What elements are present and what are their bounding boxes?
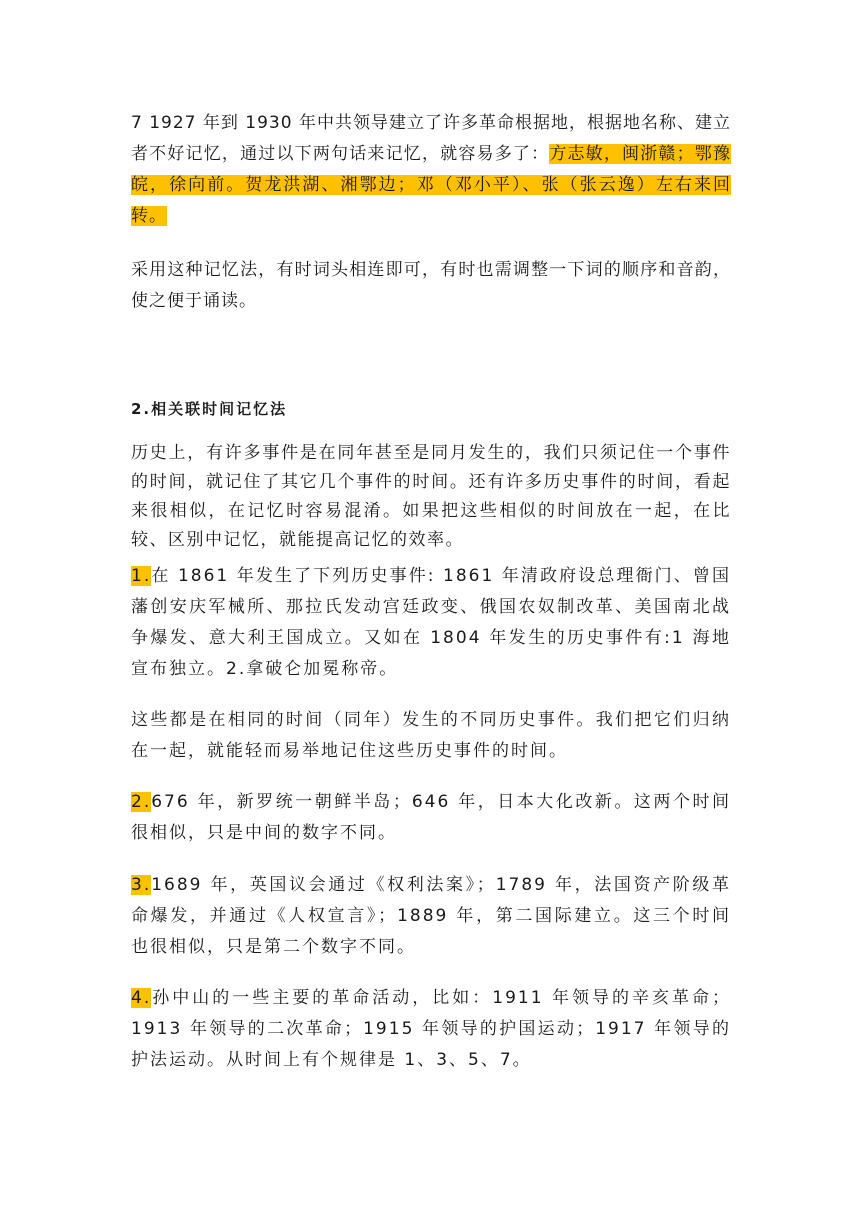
list-item-2 (131, 787, 731, 849)
item-number: 3. (131, 875, 152, 895)
item-number: 2. (131, 792, 152, 812)
section-heading: 2.相关联时间记忆法 (131, 400, 288, 418)
item-text: 1689 年，英国议会通过《权利法案》；1789 年，法国资产阶级革命爆发，并通过《人权宣言》；1889 年，第二国际建立。这三个时间也很相似，只是第二个数字不同。 (131, 875, 731, 957)
list-item-4 (131, 983, 731, 1076)
paragraph-intro: 历史上，有许多事件是在同年甚至是同月发生的，我们只须记住一个事件的时间，就记住了其它几个事件的时间。还有许多历史事件的时间，看起来很相似，在记忆时容易混淆。如果把这些相似的时间放在一起，在比较、区别中记忆，就能提高记忆的效率。 (131, 443, 731, 550)
item-number: 4. (131, 988, 152, 1008)
item-text: 676 年，新罗统一朝鲜半岛；646 年，日本大化改新。这两个时间很相似，只是中间的数字不同。 (131, 792, 731, 843)
list-item-3 (131, 870, 731, 963)
item-text: 孙中山的一些主要的革命活动，比如：1911 年领导的辛亥革命；1913 年领导的二次革命；1915 年领导的护国运动；1917 年领导的护法运动。从时间上有个规律是 1、3、5、7。 (131, 988, 731, 1070)
paragraph-mnemonic-tip: 采用这种记忆法，有时词头相连即可，有时也需调整一下词的顺序和音韵，使之便于诵读。 (131, 260, 731, 311)
item-text: 在 1861 年发生了下列历史事件: 1861 年清政府设总理衙门、曾国藩创安庆军械所、那拉氏发动宫廷政变、俄国农奴制改革、美国南北战争爆发、意大利王国成立。又如在 1804 年发生的历史事件有:1 海地宣布独立。2.拿破仑加冕称帝。 (131, 566, 731, 679)
highlighted-mnemonic: 方志敏，闽浙赣；鄂豫皖，徐向前。贺龙洪湖、湘鄂边；邓（邓小平）、张（张云逸）左右来回转。 (131, 144, 731, 226)
item-number: 1. (131, 566, 152, 586)
paragraph-text: 7 1927 年到 1930 年中共领导建立了许多革命根据地，根据地名称、建立者不好记忆，通过以下两句话来记忆，就容易多了： (131, 113, 731, 164)
paragraph-base-area-mnemonic (131, 108, 731, 232)
list-item-1 (131, 561, 731, 685)
paragraph-summary: 这些都是在相同的时间（同年）发生的不同历史事件。我们把它们归纳在一起，就能轻而易举地记住这些历史事件的时间。 (131, 710, 731, 761)
